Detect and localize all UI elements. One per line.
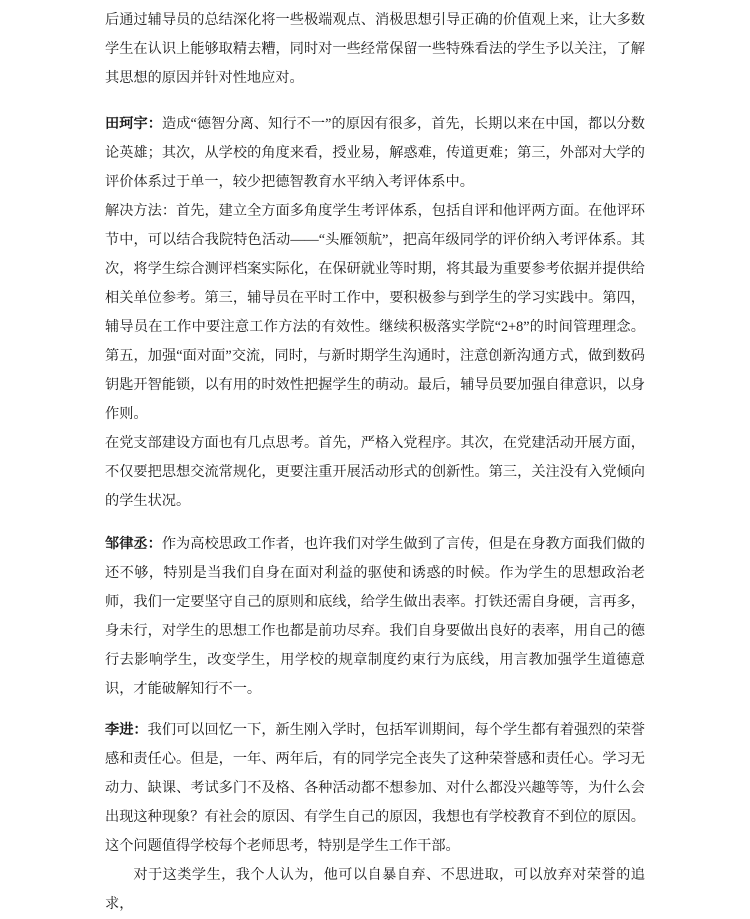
paragraph-text: 后通过辅导员的总结深化将一些极端观点、消极思想引导正确的价值观上来，让大多数学生在认识上能够取精去糟，同时对一些经常保留一些特殊看法的学生予以关注，了解其思想的原因并针对性地应对。	[105, 12, 645, 86]
paragraph	[105, 110, 645, 197]
paragraph	[105, 429, 645, 516]
paragraph-text: 我们可以回忆一下，新生刚入学时，包括军训期间，每个学生都有着强烈的荣誉感和责任心。但是，一年、两年后，有的同学完全丧失了这种荣誉感和责任心。学习无动力、缺课、考试多门不及格、各种活动都不想参加、对什么都没兴趣等等，为什么会出现这种现象？有社会的原因、有学生自己的原因，我想也有学校教育不到位的原因。这个问题值得学校每个老师思考，特别是学生工作干部。	[105, 722, 645, 854]
paragraph	[105, 861, 645, 919]
speaker-name: 田珂宇：	[105, 116, 163, 132]
paragraph	[105, 197, 645, 429]
paragraph-text: 作为高校思政工作者，也许我们对学生做到了言传，但是在身教方面我们做的还不够，特别是当我们自身在面对利益的驱使和诱惑的时候。作为学生的思想政治老师，我们一定要坚守自己的原则和底线，给学生做出表率。打铁还需自身硬，言再多，身未行，对学生的思想工作也都是前功尽弃。我们自身要做出良好的表率，用自己的德行去影响学生，改变学生，用学校的规章制度约束行为底线，用言教加强学生道德意识，才能破解知行不一。	[105, 536, 645, 697]
speaker-name: 李进：	[105, 722, 148, 738]
paragraph	[105, 716, 645, 861]
paragraph	[105, 530, 645, 704]
speaker-name: 邹律丞：	[105, 536, 162, 552]
paragraph-text: 在党支部建设方面也有几点思考。首先，严格入党程序。其次，在党建活动开展方面，不仅要把思想交流常规化，更要注重开展活动形式的创新性。第三，关注没有入党倾向的学生状况。	[105, 435, 645, 509]
paragraph-text: 对于这类学生，我个人认为，他可以自暴自弃、不思进取，可以放弃对荣誉的追求，	[105, 867, 645, 912]
paragraph-text: 造成“德智分离、知行不一”的原因有很多，首先，长期以来在中国，都以分数论英雄；其次，从学校的角度来看，授业易，解惑难，传道更难；第三，外部对大学的评价体系过于单一，较少把德智教育水平纳入考评体系中。	[105, 116, 645, 190]
paragraph	[105, 6, 645, 93]
paragraph-text: 解决方法：首先，建立全方面多角度学生考评体系，包括自评和他评两方面。在他评环节中，可以结合我院特色活动——“头雁领航”，把高年级同学的评价纳入考评体系。其次，将学生综合测评档案实际化，在保研就业等时期，将其最为重要参考依据并提供给相关单位参考。第三，辅导员在平时工作中，要积极参与到学生的学习实践中。第四，辅导员在工作中要注意工作方法的有效性。继续积极落实学院“2+8”的时间管理理念。第五，加强“面对面”交流，同时，与新时期学生沟通时，注意创新沟通方式，做到数码钥匙开智能锁，以有用的时效性把握学生的萌动。最后，辅导员要加强自律意识，以身作则。	[105, 203, 645, 422]
